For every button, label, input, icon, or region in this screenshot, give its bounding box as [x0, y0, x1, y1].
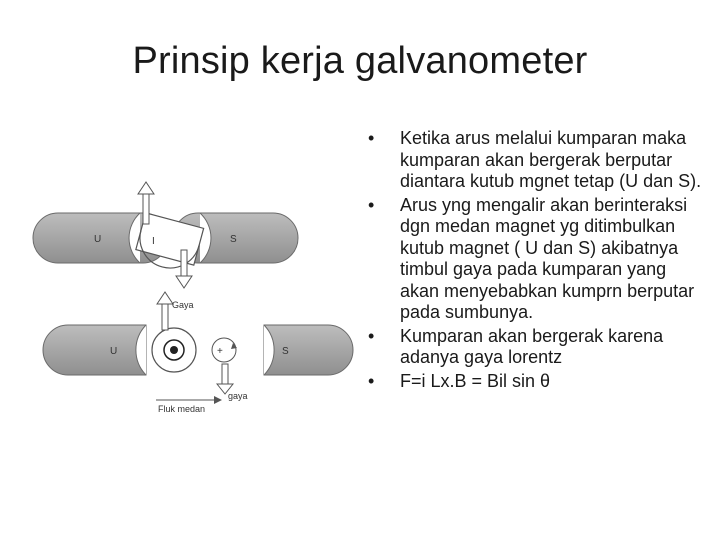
- bullet-marker: •: [368, 370, 375, 391]
- bullet-marker: •: [368, 128, 375, 148]
- bottom-pole-left-u: [43, 325, 146, 375]
- bullet-item: [364, 326, 704, 369]
- slide-title: Prinsip kerja galvanometer: [132, 40, 588, 82]
- bullet-text: Ketika arus melalui kumparan maka kumparan akan bergerak berputar diantara kutub mgnet tetap (U dan S).: [400, 128, 702, 191]
- galvanometer-diagram: [28, 180, 368, 430]
- bottom-force-up-arrow: [157, 292, 173, 330]
- bottom-force-down-arrow: [217, 364, 233, 394]
- conductor-right: [212, 338, 237, 362]
- conductor-plus-label: +: [217, 346, 223, 357]
- bullet-marker: •: [368, 325, 375, 346]
- bottom-pole-right-s: [264, 325, 353, 375]
- bullet-text: Kumparan akan bergerak karena adanya gaya lorentz: [400, 325, 664, 367]
- bullet-item: [364, 195, 704, 324]
- bottom-pole-right-label: S: [282, 346, 289, 357]
- bottom-pole-left-label: U: [110, 346, 118, 357]
- bottom-diagram: [43, 292, 353, 414]
- bullet-item: [364, 371, 704, 393]
- top-pole-right-label: S: [230, 234, 237, 245]
- top-coil-label: I: [152, 236, 155, 247]
- bullet-text: Arus yng mengalir akan berinteraksi dgn medan magnet yg ditimbulkan kutub magnet ( U dan S) akibatnya timbul gaya pada kumparan yang akan menyebabkan kumprn berputar pada sumbunya.: [400, 194, 695, 322]
- force-up-label: Gaya: [172, 300, 194, 310]
- bullet-text: F=i Lx.B = Bil sin θ: [400, 370, 551, 391]
- conductor-left: [152, 328, 196, 372]
- flux-arrow: [156, 396, 222, 404]
- force-down-label: gaya: [228, 391, 248, 401]
- bullet-item: [364, 128, 704, 193]
- flux-label: Fluk medan: [158, 404, 206, 414]
- bullet-marker: •: [368, 194, 375, 215]
- top-pole-left-label: U: [94, 234, 102, 245]
- bullet-list: [364, 128, 704, 394]
- top-diagram: [33, 182, 298, 288]
